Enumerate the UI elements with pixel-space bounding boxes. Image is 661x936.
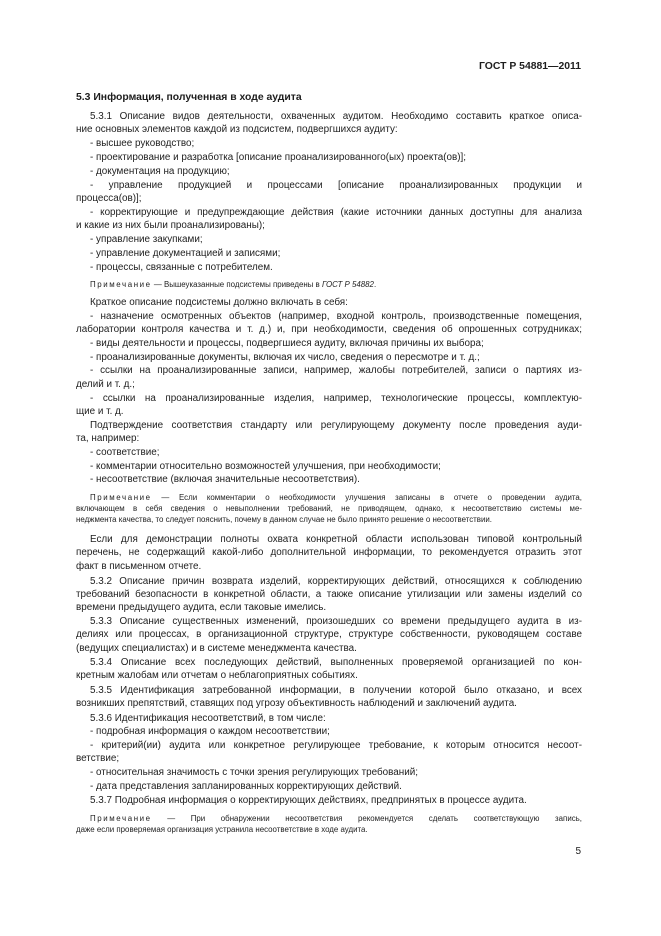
text-line: 5.3.5 Идентификация затребованной информации, в получении которой было отказано, и всех — [90, 685, 582, 696]
text-line: та, например: — [76, 433, 140, 444]
text-line: 5.3.4 Описание всех последующих действий, выполненных проверяемой организацией по кон- — [90, 657, 582, 668]
note-2-line: включающем в себя сведения о невыполнении требований, не приводящем, однако, к несоответствию системы ме- — [76, 504, 582, 513]
note-2-line: Примечание — Если комментарии о необходимости улучшения записаны в отчете о проведении аудита, — [90, 493, 582, 502]
note-label: Примечание — [90, 280, 152, 289]
text-line: лаборатории контроля качества и т. д.) и, при необходимости, сведения об опрошенных сотрудниках; — [76, 324, 582, 335]
list-item: - управление продукцией и процессами [описание проанализированных продукции и — [90, 180, 582, 191]
list-item: - процессы, связанные с потребителем. — [90, 262, 273, 273]
text-line: 5.3.6 Идентификация несоответствий, в том числе: — [90, 713, 326, 724]
list-item: - управление документацией и записями; — [90, 248, 281, 259]
text-line: делий и т. д.; — [76, 379, 135, 390]
text-line: и какие из них были проанализированы); — [76, 220, 265, 231]
list-item: - несоответствие (включая значительные несоответствия). — [90, 474, 360, 485]
list-item: - подробная информация о каждом несоответствии; — [90, 726, 330, 737]
list-item: - документация на продукцию; — [90, 166, 230, 177]
text-line: процесса(ов)]; — [76, 193, 142, 204]
list-item: - виды деятельности и процессы, подвергшиеся аудиту, включая причины их выбора; — [90, 338, 484, 349]
list-item: - высшее руководство; — [90, 138, 195, 149]
text-line: ние основных элементов каждой из подсистем, подвергшихся аудиту: — [76, 124, 398, 135]
text-line: щие и т. д. — [76, 406, 124, 417]
list-item: - комментарии относительно возможностей улучшения, при необходимости; — [90, 461, 441, 472]
note-label: Примечание — [90, 814, 152, 823]
list-item: - соответствие; — [90, 447, 160, 458]
running-header: ГОСТ Р 54881—2011 — [479, 61, 581, 72]
text-line: Краткое описание подсистемы должно включать в себя: — [90, 297, 348, 308]
list-item: - проанализированные документы, включая их число, сведения о пересмотре и т. д.; — [90, 352, 480, 363]
text-line: Подтверждение соответствия стандарту или регулирующему документу после проведения ауди- — [90, 420, 582, 431]
list-item: - управление закупками; — [90, 234, 203, 245]
list-item: - проектирование и разработка [описание проанализированного(ых) проекта(ов)]; — [90, 152, 467, 163]
list-item: - ссылки на проанализированные записи, например, жалобы потребителей, записи о партиях из- — [90, 365, 582, 376]
text-line: Если для демонстрации полноты охвата конкретной области использован типовой контрольный — [90, 534, 582, 545]
text-line: перечень, не содержащий какой-либо дополнительной информации, то рекомендуется отразить этот — [76, 547, 582, 558]
list-item: - дата представления запланированных корректирующих действий. — [90, 781, 402, 792]
text-line: 5.3.7 Подробная информация о корректирующих действиях, предпринятых в процессе аудита. — [90, 795, 527, 806]
text-line: требований безопасности в конкретной области, а также описание утилизации или замены изделий со — [76, 589, 582, 600]
text-line: 5.3.1 Описание видов деятельности, охваченных аудитом. Необходимо составить краткое описа- — [90, 111, 582, 122]
note-label: Примечание — [90, 493, 152, 502]
note-1: Примечание — Вышеуказанные подсистемы приведены в ГОСТ Р 54882. — [90, 280, 377, 289]
text-line: 5.3.3 Описание существенных изменений, произошедших со времени предыдущего аудита в из- — [90, 616, 582, 627]
text-line: кретным жалобам или отчетам о неблагоприятных событиях. — [76, 670, 358, 681]
text-line: 5.3.2 Описание причин возврата изделий, корректирующих действий, относящихся к соблюдению — [90, 576, 582, 587]
page-number: 5 — [575, 846, 581, 857]
text-line: факт в письменном отчете. — [76, 561, 202, 572]
text-line: времени предыдущего аудита, если таковые имелись. — [76, 602, 327, 613]
section-title: 5.3 Информация, полученная в ходе аудита — [76, 92, 302, 103]
note-2-line: неджмента качества, то следует пояснить, почему в данном случае не было принято решение о несоответствии. — [76, 515, 492, 524]
list-item: - корректирующие и предупреждающие действия (какие источники данных доступны для анализа — [90, 207, 582, 218]
note-3-line: даже если проверяемая организация устранила несоответствие в ходе аудита. — [76, 825, 368, 834]
text-line: делиях или процессах, в организационной структуре, структуре собственности, руководящем составе — [76, 629, 582, 640]
list-item: - относительная значимость с точки зрения регулирующих требований; — [90, 767, 418, 778]
list-item: - ссылки на проанализированные изделия, например, технологические процессы, комплектую- — [90, 393, 582, 404]
note-3-line: Примечание — При обнаружении несоответствия рекомендуется сделать соответствующую запись, — [90, 814, 582, 823]
text-line: ветствие; — [76, 753, 120, 764]
text-line: возникших препятствий, ставящих под угрозу объективность наблюдений и заключений аудита. — [76, 698, 517, 709]
text-line: (ведущих специалистах) и в системе менеджмента качества. — [76, 643, 357, 654]
list-item: - назначение осмотренных объектов (например, входной контроль, производственные помещения, — [90, 311, 582, 322]
standard-reference: ГОСТ Р 54882 — [321, 280, 374, 289]
list-item: - критерий(ии) аудита или конкретное регулирующее требование, к которым относится несоот- — [90, 740, 582, 751]
